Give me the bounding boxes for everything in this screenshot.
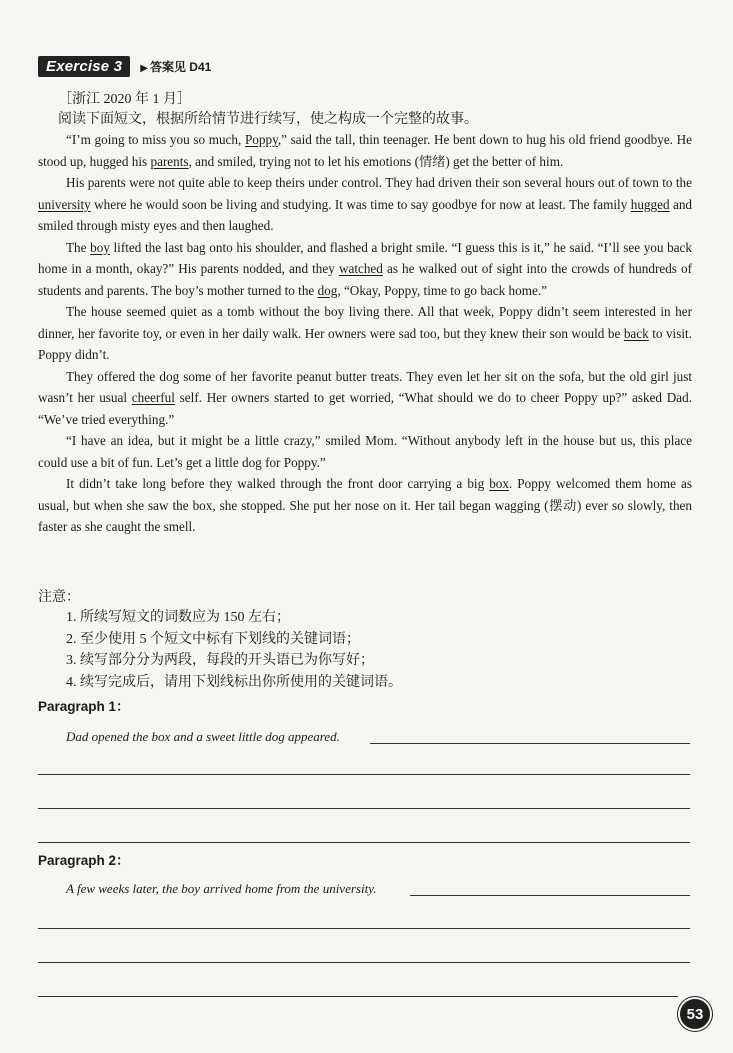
key-word-underlined: back	[623, 325, 649, 341]
passage-paragraph	[38, 172, 692, 237]
note-item: 4. 续写完成后，请用下划线标出你所使用的关键词语。	[66, 675, 402, 691]
writing-line[interactable]	[38, 996, 678, 997]
key-word-underlined: cheerful	[131, 390, 175, 405]
writing-line[interactable]	[38, 808, 690, 809]
writing-line[interactable]	[38, 962, 690, 963]
passage-paragraph	[38, 301, 692, 366]
passage-paragraph	[38, 129, 692, 172]
passage-text-run: It didn’t take long before they walked through the front door carrying a big	[66, 476, 490, 491]
paragraph1-label: Paragraph 1：	[38, 699, 130, 714]
writing-line[interactable]	[38, 774, 690, 775]
notes-title: 注意：	[38, 590, 80, 605]
note-item: 3. 续写部分分为两段，每段的开头语已为你写好；	[66, 653, 374, 669]
passage-text-run: to visit. Poppy didn’t.	[38, 325, 692, 362]
passage-text-run: The	[66, 239, 91, 255]
passage-text-run: “I’m going to miss you so much,	[66, 132, 245, 147]
answer-reference-text: 答案见 D41	[149, 60, 212, 74]
passage-text-run: They offered the dog some of her favorite peanut butter treats. They even let her sit on the sofa, but the old girl just wasn’t her usual	[38, 368, 692, 405]
paragraph1-starter: Dad opened the box and a sweet little dog appeared.	[66, 729, 340, 744]
writing-line[interactable]	[370, 743, 690, 744]
passage-text-run: and smiled through misty eyes and then laughed.	[38, 196, 693, 233]
source-note: ［浙江 2020 年 1 月］	[58, 92, 191, 107]
passage-paragraph	[38, 237, 692, 302]
key-word-underlined: hugged	[630, 196, 670, 212]
passage-paragraph	[38, 366, 692, 431]
note-item: 2. 至少使用 5 个短文中标有下划线的关键词语；	[66, 631, 360, 647]
passage-paragraph	[38, 430, 692, 473]
passage-text-run: self. Her owners started to get worried, “What should we do to cheer Poppy up?” asked Dad. “We’ve tried everything.”	[38, 390, 692, 427]
key-word-underlined: boy	[90, 239, 110, 255]
page-number-badge: 53	[680, 999, 710, 1029]
key-word-underlined: box	[489, 476, 509, 491]
key-word-underlined: Poppy	[244, 132, 278, 147]
exercise-header	[38, 56, 211, 77]
passage-text-run: His parents were not quite able to keep theirs under control. They had driven their son several hours out of town to the	[66, 175, 692, 190]
notes-list	[66, 607, 402, 694]
passage-text-run: lifted the last bag onto his shoulder, and flashed a bright smile. “I guess this is it,” he said. “I’ll see you back home in a month, okay?” His parents nodded, and they	[38, 239, 692, 276]
paragraph2-label: Paragraph 2：	[38, 853, 130, 868]
writing-line[interactable]	[38, 842, 690, 843]
passage-text-run: , “Okay, Poppy, time to go back home.”	[337, 282, 547, 298]
note-item: 1. 所续写短文的词数应为 150 左右；	[66, 610, 290, 625]
passage-text-run: ,” said the tall, thin teenager. He bent down to hug his old friend goodbye. He stood up, hugged his	[38, 132, 692, 169]
passage-text-run: , and smiled, trying not to let his emotions (情绪) get the better of him.	[188, 153, 564, 169]
reading-passage	[38, 129, 692, 538]
passage-text-run: where he would soon be living and studying. It was time to say goodbye for now at least. The family	[90, 196, 631, 212]
exercise-badge: Exercise 3	[38, 56, 130, 77]
paragraph2-starter: A few weeks later, the boy arrived home from the university.	[66, 881, 377, 896]
key-word-underlined: dog	[317, 282, 338, 298]
triangle-right-icon: ▶	[140, 63, 148, 74]
key-word-underlined: university	[38, 196, 91, 212]
writing-line[interactable]	[410, 895, 690, 896]
key-word-underlined: watched	[338, 261, 383, 276]
passage-text-run: “I have an idea, but it might be a little crazy,” smiled Mom. “Without anybody left in the house but us, this place could use a bit of fun. Let’s get a little dog for Poppy.”	[38, 433, 692, 470]
key-word-underlined: parents	[150, 153, 189, 169]
writing-line[interactable]	[38, 928, 690, 929]
instruction-text: 阅读下面短文，根据所给情节进行续写，使之构成一个完整的故事。	[58, 112, 478, 127]
passage-text-run: as he walked out of sight into the crowds of hundreds of students and parents. The boy’s mother turned to the	[38, 261, 693, 298]
passage-text-run: . Poppy welcomed them home as usual, but when she saw the box, she stopped. She put her nose on it. Her tail began wagging (摆动) ever so slowly, then faster as she caught the smell.	[38, 476, 692, 534]
answer-reference	[140, 58, 211, 75]
passage-text-run: The house seemed quiet as a tomb without the boy living there. All that week, Poppy didn’t seem interested in her dinner, her favorite toy, or even in her daily walk. Her owners were sad too, but they knew their son would be	[38, 304, 692, 341]
passage-paragraph	[38, 473, 692, 538]
